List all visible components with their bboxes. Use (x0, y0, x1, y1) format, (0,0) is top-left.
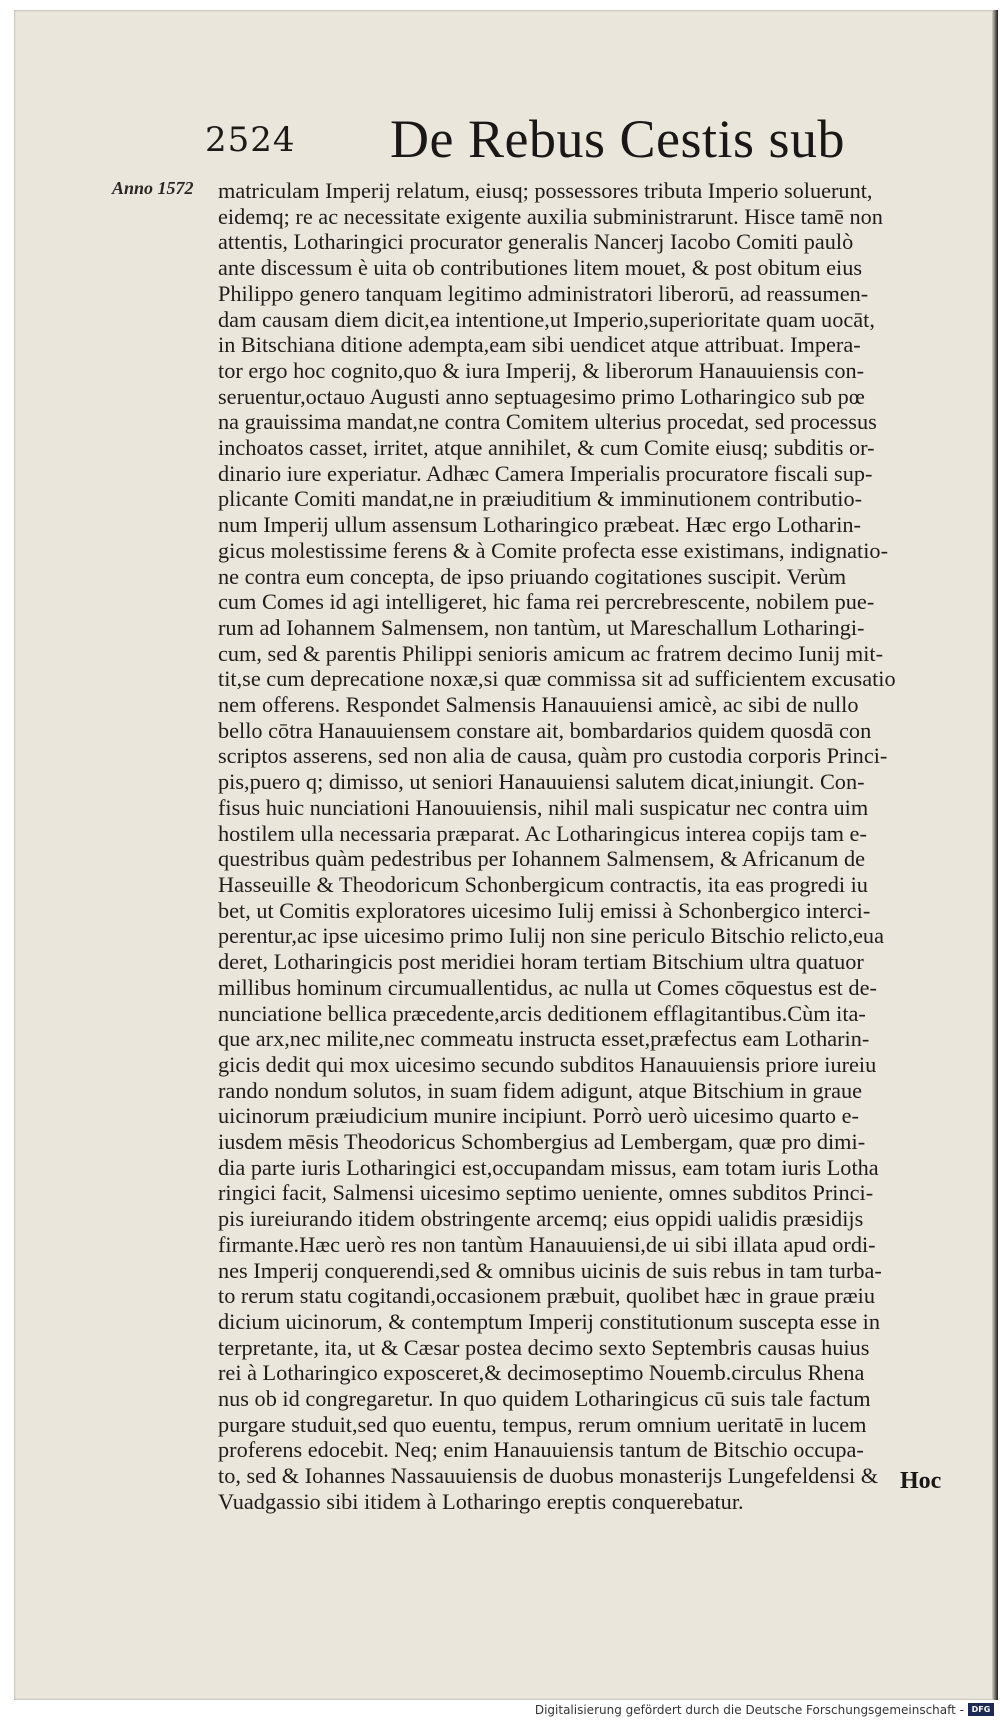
catchword: Hoc (900, 1468, 942, 1494)
text-line: dia parte iuris Lotharingici est,occupandam missus, eam totam iuris Lotha (218, 1154, 879, 1180)
text-line: in Bitschiana ditione adempta,eam sibi uendicet atque attribuat. Impera- (218, 332, 861, 358)
footer-credit: Digitalisierung gefördert durch die Deutsche Forschungsgemeinschaft - (534, 1703, 964, 1717)
body-text (218, 178, 953, 1515)
text-line: Hasseuille & Theodoricum Schonbergicum contractis, ita eas progredi iu (218, 871, 868, 897)
text-line: tit,se cum deprecatione noxæ,si quæ commissa sit ad sufficientem excusatio (218, 666, 896, 692)
text-line: ne contra eum concepta, de ipso priuando cogitationes suscipit. Verùm (218, 563, 847, 589)
text-line: questribus quàm pedestribus per Iohannem Salmensem, & Africanum de (218, 846, 866, 872)
text-line: pis,puero q; dimisso, ut seniori Hanauuiensi salutem dicat,iniungit. Con- (218, 769, 865, 795)
text-line: ante discessum è uita ob contributiones litem mouet, & post obitum eius (218, 255, 863, 281)
text-line: que arx,nec milite,nec commeatu instructa esset,præfectus eam Lotharin- (218, 1026, 870, 1052)
margin-note-year: Anno 1572 (112, 178, 194, 198)
text-line: scriptos asserens, sed non alia de causa, quàm pro custodia corporis Princi- (218, 743, 888, 769)
text-line: inchoatos casset, irritet, atque annihilet, & cum Comite eiusq; subditis or- (218, 435, 875, 461)
text-line: nunciatione bellica præcedente,arcis deditionem efflagitantibus.Cùm ita- (218, 1000, 866, 1026)
page-edge-shadow (992, 10, 998, 1700)
text-line: bello cōtra Hanauuiensem constare ait, bombardarios quidem quosdā con (218, 717, 872, 743)
text-line: num Imperij ullum assensum Lotharingico præbeat. Hæc ergo Lotharin- (218, 512, 861, 538)
text-line: bet, ut Comitis exploratores uicesimo Iulij emissi à Schonbergico interci- (218, 897, 871, 923)
text-line: terpretante, ita, ut & Cæsar postea decimo sexto Septembris causas huius (218, 1334, 870, 1360)
text-line: tor ergo hoc cognito,quo & iura Imperij, & liberorum Hanauuiensis con- (218, 357, 865, 383)
text-line: cum Comes id agi intelligeret, hic fama rei percrebrescente, nobilem pue- (218, 589, 875, 615)
text-line: firmante.Hæc uerò res non tantùm Hanauuiensi,de ui sibi illata apud ordi- (218, 1231, 876, 1257)
dfg-logo-icon: DFG (968, 1703, 994, 1716)
text-line: to rerum statu cogitandi,occasionem præbuit, quolibet hæc in graue præiu (218, 1283, 875, 1309)
text-line: proferens edocebit. Neq; enim Hanauuiensis tantum de Bitschio occupa- (218, 1437, 864, 1463)
text-line: eidemq; re ac necessitate exigente auxilia subministrarunt. Hisce tamē non (218, 203, 883, 229)
text-line: Philippo genero tanquam legitimo administratori liberorū, ad reassumen- (218, 280, 869, 306)
text-line: rei à Lotharingico exposceret,& decimoseptimo Nouemb.circulus Rhena (218, 1360, 865, 1386)
footer-bar (0, 1700, 1000, 1722)
text-line: plicante Comiti mandat,ne in præiuditium & imminutionem contributio- (218, 486, 863, 512)
text-line: seruentur,octauo Augusti anno septuagesimo primo Lotharingico sub pœ (218, 383, 865, 409)
text-line: millibus hominum circumuallentidus, ac nulla ut Comes cōquestus est de- (218, 974, 877, 1000)
text-line: dicium uicinorum, & contemptum Imperij constitutionum suscepta esse in (218, 1308, 880, 1334)
text-line: pis iureiurando itidem obstringente arcemq; eius oppidi ualidis præsidijs (218, 1206, 864, 1232)
text-line: dam causam diem dicit,ea intentione,ut Imperio,superioritate quam uocāt, (218, 306, 875, 332)
text-line: attentis, Lotharingici procurator generalis Nancerj Iacobo Comiti paulò (218, 229, 854, 255)
text-line: ringici facit, Salmensi uicesimo septimo ueniente, omnes subditos Princi- (218, 1180, 874, 1206)
text-line: hostilem ulla necessaria præparat. Ac Lotharingicus interea copijs tam e- (218, 820, 867, 846)
text-line: Vuadgassio sibi itidem à Lotharingo ereptis conquerebatur. (218, 1488, 744, 1514)
text-line: rando nondum solutos, in suam fidem adigunt, atque Bitschium in graue (218, 1077, 863, 1103)
text-line: rum ad Iohannem Salmensem, non tantùm, ut Mareschallum Lotharingi- (218, 614, 865, 640)
text-line: gicis dedit qui mox uicesimo secundo subditos Hanauuiensis priore iureiu (218, 1051, 877, 1077)
text-line: to, sed & Iohannes Nassauuiensis de duobus monasterijs Lungefeldensi & (218, 1463, 879, 1489)
text-line: cum, sed & parentis Philippi senioris amicum ac fratrem decimo Iunij mit- (218, 640, 884, 666)
text-line: matriculam Imperij relatum, eiusq; possessores tributa Imperio soluerunt, (218, 178, 873, 203)
text-line: deret, Lotharingicis post meridiei horam tertiam Bitschium ultra quatuor (218, 949, 864, 975)
text-line: gicus molestissime ferens & à Comite profecta esse existimans, indignatio- (218, 537, 888, 563)
text-line: iusdem mēsis Theodoricus Schombergius ad Lembergam, quæ pro dimi- (218, 1129, 866, 1155)
text-line: purgare studuit,sed quo euentu, tempus, rerum omnium ueritatē in lucem (218, 1411, 867, 1437)
page-number: 2524 (205, 120, 296, 160)
running-head: De Rebus Cestis sub (390, 109, 845, 169)
text-line: dinario iure experiatur. Adhæc Camera Imperialis procuratore fiscali sup- (218, 460, 873, 486)
text-line: nem offerens. Respondet Salmensis Hanauuiensi amicè, ac sibi de nullo (218, 692, 859, 718)
text-line: na grauissima mandat,ne contra Comitem ulterius procedat, sed processus (218, 409, 877, 435)
text-line: perentur,ac ipse uicesimo primo Iulij non sine periculo Bitschio relicto,eua (218, 923, 884, 949)
text-line: nus ob id congregaretur. In quo quidem Lotharingicus cū suis tale factum (218, 1386, 871, 1412)
text-line: nes Imperij conquerendi,sed & omnibus uicinis de suis rebus in tam turba- (218, 1257, 882, 1283)
text-line: uicinorum præiudicium munire incipiunt. Porrò uerò uicesimo quarto e- (218, 1103, 859, 1129)
text-line: fisus huic nunciationi Hanouuiensis, nihil mali suspicatur nec contra uim (218, 794, 869, 820)
